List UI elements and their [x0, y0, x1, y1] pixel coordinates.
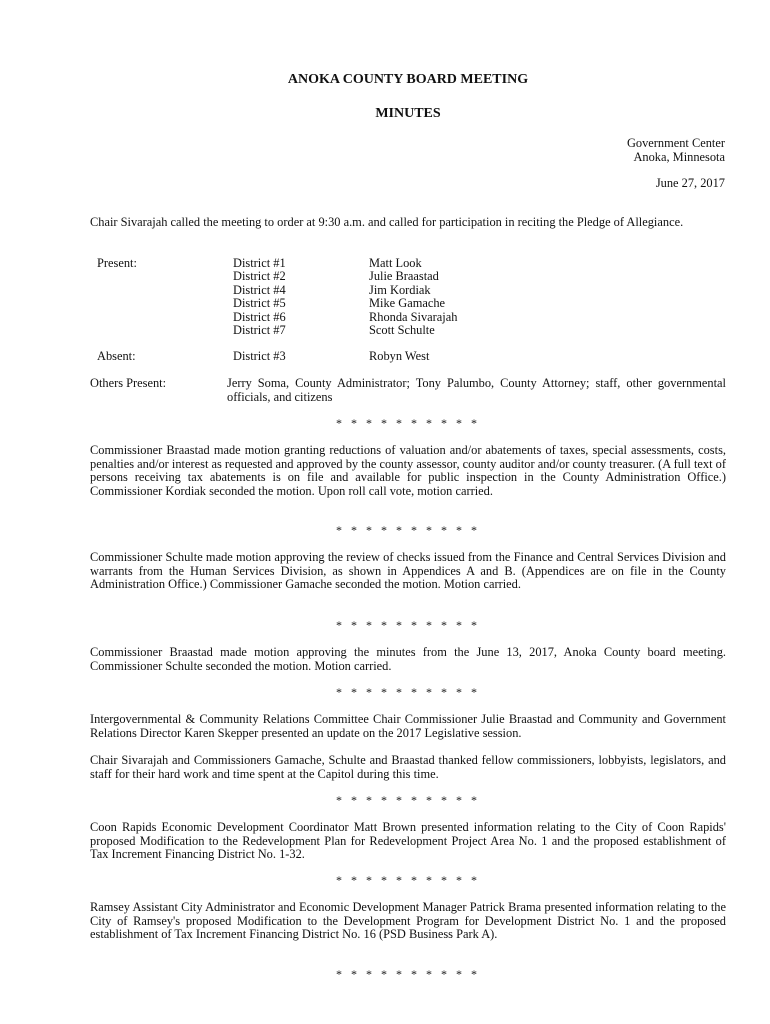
present-commissioner: Scott Schulte: [369, 322, 435, 337]
minutes-item-ramsey: Ramsey Assistant City Administrator and Economic Development Manager Patrick Brama presented information relating to the City of Ramsey's proposed Modification to the Development Program for Development District No. 1 and the proposed establishment of Tax Increment Financing District No. 16 (PSD Business Park A).: [90, 900, 726, 942]
present-district: District #4: [233, 282, 286, 297]
present-commissioner: Matt Look: [369, 256, 422, 270]
minutes-item-thanks: Chair Sivarajah and Commissioners Gamache, Schulte and Braastad thanked fellow commissioners, lobbyists, legislators, and staff for their hard work and time spent at the Capitol during this time.: [90, 753, 726, 781]
minutes-item-approve-minutes: Commissioner Braastad made motion approving the minutes from the June 13, 2017, Anoka County board meeting. Commissioner Schulte seconded the motion. Motion carried.: [90, 645, 726, 673]
location-line-1: Government Center: [626, 136, 725, 150]
section-separator: * * * * * * * * * *: [336, 967, 480, 981]
absent-district: District #3: [233, 349, 286, 363]
present-district: District #1: [233, 256, 286, 270]
others-present-label: Others Present:: [90, 376, 167, 390]
present-districts: [233, 257, 286, 337]
present-label: Present:: [97, 256, 137, 270]
present-commissioner: Jim Kordiak: [369, 282, 431, 297]
minutes-item-checks-warrants: Commissioner Schulte made motion approving the review of checks issued from the Finance and Central Services Division and warrants from the Human Services Division, as shown in Appendices A and B. (Appendices are on file in the County Administration Office.) Commissioner Gamache seconded the motion. Motion carried.: [90, 550, 726, 592]
absent-commissioner: Robyn West: [369, 349, 430, 363]
present-commissioner: Rhonda Sivarajah: [369, 309, 458, 324]
present-district: District #2: [233, 269, 286, 284]
present-commissioner: Julie Braastad: [369, 269, 439, 284]
document-subtitle: MINUTES: [375, 106, 441, 121]
absent-label: Absent:: [97, 349, 136, 363]
call-to-order-paragraph: Chair Sivarajah called the meeting to order at 9:30 a.m. and called for participation in reciting the Pledge of Allegiance.: [90, 215, 684, 229]
others-present-text: Jerry Soma, County Administrator; Tony Palumbo, County Attorney; staff, other governmental officials, and citizens: [227, 376, 726, 404]
minutes-item-coon-rapids: Coon Rapids Economic Development Coordinator Matt Brown presented information relating to the City of Coon Rapids' proposed Modification to the Redevelopment Plan for Redevelopment Project Area No. 1 and the proposed establishment of Tax Increment Financing District No. 1-32.: [90, 820, 726, 862]
minutes-item-tax-abatements: Commissioner Braastad made motion granting reductions of valuation and/or abatements of taxes, special assessments, costs, penalties and/or interest as requested and approved by the county assessor, county auditor and/or county treasurer. (A full text of persons receiving tax abatements is on file and available for public inspection in the County Administration Office.) Commissioner Kordiak seconded the motion. Upon roll call vote, motion carried.: [90, 443, 726, 498]
section-separator: * * * * * * * * * *: [336, 793, 480, 807]
section-separator: * * * * * * * * * *: [336, 873, 480, 887]
document-title: ANOKA COUNTY BOARD MEETING: [287, 72, 529, 87]
present-district: District #5: [233, 296, 286, 311]
meeting-location: [627, 137, 725, 164]
present-commissioner: Mike Gamache: [369, 296, 446, 311]
section-separator: * * * * * * * * * *: [336, 523, 480, 537]
present-district: District #7: [233, 322, 286, 337]
meeting-date: June 27, 2017: [655, 176, 725, 190]
present-names: [369, 257, 457, 337]
section-separator: * * * * * * * * * *: [336, 685, 480, 699]
minutes-item-legislative-update: Intergovernmental & Community Relations Committee Chair Commissioner Julie Braastad and Community and Government Relations Director Karen Skepper presented an update on the 2017 Legislative session.: [90, 712, 726, 740]
location-line-2: Anoka, Minnesota: [633, 149, 725, 164]
present-district: District #6: [233, 309, 286, 324]
section-separator: * * * * * * * * * *: [336, 416, 480, 430]
section-separator: * * * * * * * * * *: [336, 618, 480, 632]
